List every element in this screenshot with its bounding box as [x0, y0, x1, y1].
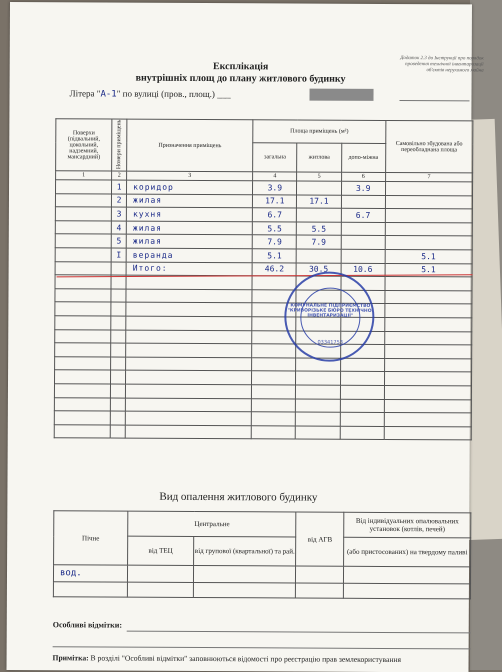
- document-page: [7, 2, 484, 672]
- litera-suffix: " по вулиці (пров., площ.) ___: [116, 88, 231, 100]
- litera-value: А-1: [100, 89, 117, 100]
- header-central: Центральне: [128, 511, 297, 537]
- header-living: житлова: [297, 143, 341, 172]
- heating-title: Вид опалення житлового будинку: [159, 490, 318, 504]
- table-row: 4 жилая 5.5 5.5: [55, 221, 472, 237]
- stove-value: вод.: [53, 565, 127, 582]
- table-row: 1 коридор 3.9 3.9: [55, 180, 472, 196]
- header-group: від групової (квартальної) та рай.: [194, 536, 297, 566]
- signature-line: [399, 100, 469, 101]
- special-marks-line: [127, 631, 471, 634]
- footnote: Примітка: В розділі "Особливі відмітки" заповнюються відомості про реєстрацію прав землекористування: [52, 653, 402, 665]
- heating-table: [53, 510, 471, 599]
- stamp-number: 03341753: [317, 339, 343, 346]
- official-stamp: [284, 271, 374, 361]
- table-row: 5 жилая 7.9 7.9: [55, 234, 472, 250]
- header-self-built: Самовільно збудована або переобладнана площа: [385, 120, 473, 172]
- empty-row: [54, 424, 471, 440]
- header-stove: Пічне: [54, 511, 128, 565]
- redaction-box: [309, 89, 373, 101]
- column-numbers-row: 1 2 3 4 5 6 7: [56, 171, 473, 182]
- explication-table: [54, 118, 474, 440]
- special-marks-label: Особливі відмітки:: [52, 620, 123, 630]
- header-total: загальна: [253, 143, 297, 172]
- page-subtitle: внутрішніх площ до плану житлового будинку: [135, 72, 346, 85]
- litera-line: [69, 88, 230, 100]
- header-area: Площа приміщень (м²): [253, 120, 386, 144]
- header-floor: Поверхи (підвальний, цокольний, надземний, мансардний): [56, 119, 112, 171]
- table-row-total: Итого: 46.2 30.5 10.6 5.1: [55, 261, 472, 277]
- header-aux: допо-міжна: [341, 143, 385, 172]
- stamp-text: КОМУНАЛЬНЕ ПІДПРИЄМСТВО "КРИВОРІЗЬКЕ БЮРО ТЕХНІЧНОЇ ІНВЕНТАРИЗАЦІЇ": [287, 303, 374, 319]
- header-tec: від ТЕЦ: [128, 536, 194, 565]
- header-purpose: Призначення приміщень: [127, 119, 253, 172]
- table-row: 2 жилая 17.1 17.1: [55, 193, 472, 209]
- table-row: 3 кухня 6.7 6.7: [55, 207, 472, 223]
- header-individual: Від індивідуальних опалювальних установок (котлів, печей): [344, 512, 471, 538]
- page-title: Експлікація: [212, 61, 269, 73]
- header-agv: від АГВ: [296, 512, 344, 566]
- header-room-no: Номери приміщень: [112, 119, 127, 171]
- annex-note: Додаток 2.3 до Інструкції про порядок проведення технічної інвентаризації об'єктів нерухомого майна: [400, 56, 484, 74]
- table-row: I веранда 5.1 5.1: [55, 248, 472, 264]
- litera-prefix: Літера ": [69, 88, 101, 99]
- header-solid-fuel: (або пристосованих) на твердому паливі: [344, 537, 471, 567]
- special-marks-line-2: [53, 646, 471, 649]
